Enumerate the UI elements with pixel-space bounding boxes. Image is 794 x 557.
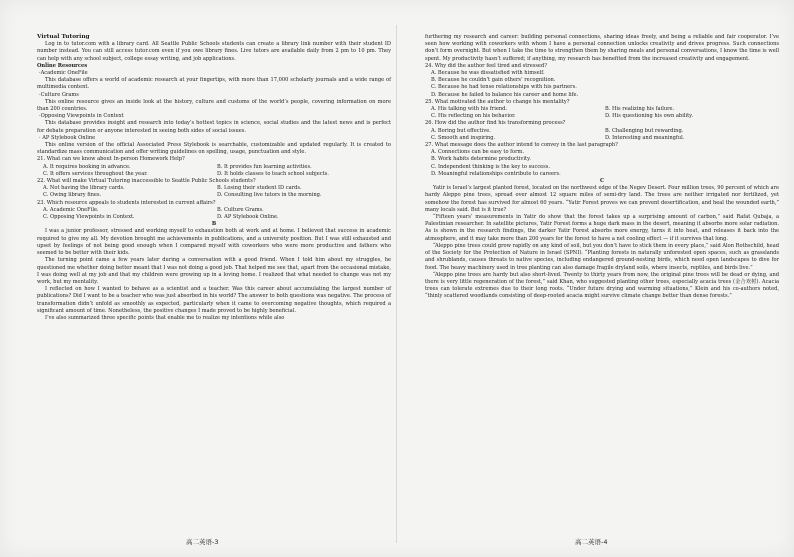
virtual-tutoring-text: Log in to tutor.com with a library card. All Seattle Public Schools students can create a library link number with their student ID number instead. You can still access tutor.com even if you owe library fines. Live tutors are available daily from 2 pm to 10 pm. They can help with any school subject, college essay writing, and job applications. <box>37 41 391 62</box>
question-21: 21. What can we know about In-person Homework Help? <box>37 156 185 163</box>
right-page <box>425 34 779 301</box>
option: B. His realizing his failure. <box>605 106 675 113</box>
option: A. Not having the library cards. <box>43 185 125 192</box>
question-27: 27. What message does the author intend to convey in the last paragraph? <box>425 142 618 149</box>
passage-b-paragraph: I’ve also summarized three specific points that enable me to realize my intentions while also <box>45 314 285 321</box>
option: D. It holds classes to teach school subjects. <box>217 170 329 177</box>
option: A. Connections can be easy to form. <box>431 149 524 156</box>
option: C. His reflecting on his behavior. <box>431 113 516 120</box>
option: C. Because he had tense relationships with his partners. <box>431 84 577 91</box>
passage-c-paragraph: “Fifteen years’ measurements in Yatir do show that the forest takes up a surprising amount of carbon,” said Rafat Qubaja, a Palestinian researcher. In satellite pictures, Yatir Forest forms a huge dark mass in the desert, meaning it absorbs more solar radiation. As is shown in the research findings, the darker Yatir Forest absorbs more energy, turns it into heat, and releases it back into the atmosphere, and it may take more than 200 years for the forest to have a net cooling effect — if it survives that long. <box>425 214 779 242</box>
passage-b-continuation: furthering my research and career: building personal connections, sharing ideas freely, and being a reliable and fair cooperator. I’ve seen how working with coworkers with whom I have a personal connection unlocks creativity and drives progress. Such connections don’t form overnight. But when I take the time to strengthen them by sharing meals and personal conversations, I know the time is well spent. My productivity hasn’t suffered; if anything, my research has benefited from the increased creativity and engagement. <box>425 34 779 62</box>
option: B. Challenging but rewarding. <box>605 127 684 134</box>
option: C. Independent thinking is the key to success. <box>431 163 551 170</box>
option: A. It requires booking in advance. <box>43 163 131 170</box>
option: D. His questioning his own ability. <box>605 113 693 120</box>
option: A. Because he was dissatisfied with himself. <box>431 70 545 77</box>
option: C. Smooth and inspiring. <box>431 134 496 141</box>
option: B. Because he couldn’t gain others’ recognition. <box>431 77 556 84</box>
question-22-options <box>37 185 391 199</box>
option: D. Meaningful relationships contribute to careers. <box>431 170 561 177</box>
resource-name: ·Opposing Viewpoints in Context <box>39 113 124 120</box>
resource-desc: This online version of the official Associated Press Stylebook is searchable, customizable and updated regularly. It is created to standardize mass communication and offer writing guidelines on spelling, usage, punctuation and style. <box>37 142 391 156</box>
online-resources-title: Online Resources <box>37 62 88 69</box>
page-footer-right: 高二英语-4 <box>575 538 608 546</box>
option: B. Culture Grams. <box>217 206 264 213</box>
passage-b-paragraph: I was a junior professor, stressed and working myself to exhaustion both at work and at home. I believed that success in academic required to give my all. My devotion brought me achievements in publications, and a university position. But I was still exhausted and upset by feelings of not being good enough when I compared myself with coworkers who were more productive and fathers who seemed to be better with their kids. <box>37 228 391 257</box>
question-24-options <box>425 70 779 99</box>
option: D. AP Stylebook Online. <box>217 214 279 221</box>
option: C. Owing library fines. <box>43 192 102 199</box>
passage-b-paragraph: I reflected on how I wanted to behave as a scientist and a teacher. Was this career about accumulating the largest number of publications? Did I want to be a teacher who was just absorbed in his world? The answer to both questions was negative. The process of transformation didn’t unfold as smoothly as expected, particularly when it came to overcoming negative thoughts, which required a significant amount of time. Nonetheless, the positive changes I made proved to be highly beneficial. <box>37 286 391 314</box>
question-22: 22. What will make Virtual Tutoring inaccessible to Seattle Public Schools students? <box>37 178 256 185</box>
passage-c-paragraph: “Aleppo pine trees are hardy but also short-lived. Twenty to thirty years from now, the original pine trees will be dead or dying, and there is very little regeneration of the forest,” said Khan, who suggested planting other trees, especially acacia trees (金合欢树). Acacia trees can tolerate extremes due to their long roots. “Under future drying and warming situations,” Klein and his co-authors noted, “thinly scattered woodlands consisting of deep-rooted acacia might survive climate change better than dense forests.” <box>425 271 779 300</box>
question-24: 24. Why did the author feel tired and stressed? <box>425 62 547 69</box>
section-c-label: C <box>599 178 605 185</box>
option: C. It offers services throughout the year. <box>43 170 148 177</box>
question-25-options <box>425 106 779 120</box>
resource-desc: This database provides insight and research into today’s hottest topics in science, social studies and the latest news and is perfect for debate preparation or anyone interested in seeing both sides of social issues. <box>37 120 391 134</box>
page-footer-left: 高二英语-3 <box>186 538 219 546</box>
resource-desc: This online resource gives an inside look at the history, culture and customs of the world’s people, covering information on more than 200 countries. <box>37 98 391 113</box>
resource-name: ·Culture Grams <box>39 91 79 98</box>
left-page <box>37 34 391 322</box>
resource-name: · AP Stylebook Online <box>39 134 96 141</box>
option: C. Opposing Viewpoints in Context. <box>43 214 135 221</box>
section-b-label: B <box>211 221 217 228</box>
question-26: 26. How did the author find his transforming process? <box>425 120 566 127</box>
option: A. Academic OneFile. <box>43 206 99 213</box>
virtual-tutoring-title: Virtual Tutoring <box>37 34 90 40</box>
resource-desc: This database offers a world of academic research at your fingertips, with more than 17,000 scholarly journals and a wide range of multimedia content. <box>37 77 391 91</box>
passage-c-paragraph: “Aleppo pine trees could grow rapidly on any kind of soil, but you don’t have to stick them in every place,” said Alon Rothschild, head of the Society for the Protection of Nature in Israel (SPNI). “Planting forests in naturally unforested open spaces, such as grasslands and shrublands, causes threats to native species, including endangered ground-nesting birds, which need open landscapes to dive for food. The heavy machinery used in tree planting can also damage fragile dryland soils, where insects, reptiles, and birds live.” <box>425 242 779 271</box>
option: B. Losing their student ID cards. <box>217 185 302 192</box>
passage-b-paragraph: The turning point came a few years later during a conversation with a good friend. When I told him about my struggles, he questioned me whether doing better meant that I was not doing a good job. That helped me see that, apart from the occasional mistake, I was doing well at my job and that my children were growing up in a loving home. I realized that what needed to change was not my work, but my mentality. <box>37 257 391 285</box>
question-27-options <box>425 149 779 178</box>
question-25: 25. What motivated the author to change his mentality? <box>425 98 570 105</box>
question-21-options <box>37 164 391 178</box>
page-divider <box>396 25 397 543</box>
passage-c-paragraph: Yatir is Israel’s largest planted forest, located on the northwest edge of the Negev Desert. Four million trees, 90 percent of which are hardy Aleppo pine trees, spread over almost 12 square miles of semi-dry land. The trees are neither irrigated nor fertilized, yet somehow the forest has survived for almost 60 years. “Yatir Forest proves we can prevent desertification, and heal the wounded earth,” many locals said. But is it true? <box>425 185 779 213</box>
option: D. Because he failed to balance his career and home life. <box>431 91 579 98</box>
option: A. His talking with his friend. <box>431 106 508 113</box>
question-23: 23. Which resource appeals to students interested in current affairs? <box>37 199 216 206</box>
option: B. It provides fun learning activities. <box>217 163 312 170</box>
option: B. Work habits determine productivity. <box>431 156 531 163</box>
option: A. Boring but effective. <box>431 127 491 134</box>
question-23-options <box>37 207 391 221</box>
option: D. Consulting live tutors in the morning. <box>217 192 322 199</box>
question-26-options <box>425 128 779 142</box>
resource-name: ·Academic OneFile <box>39 70 88 77</box>
option: D. Interesting and meaningful. <box>605 134 685 141</box>
